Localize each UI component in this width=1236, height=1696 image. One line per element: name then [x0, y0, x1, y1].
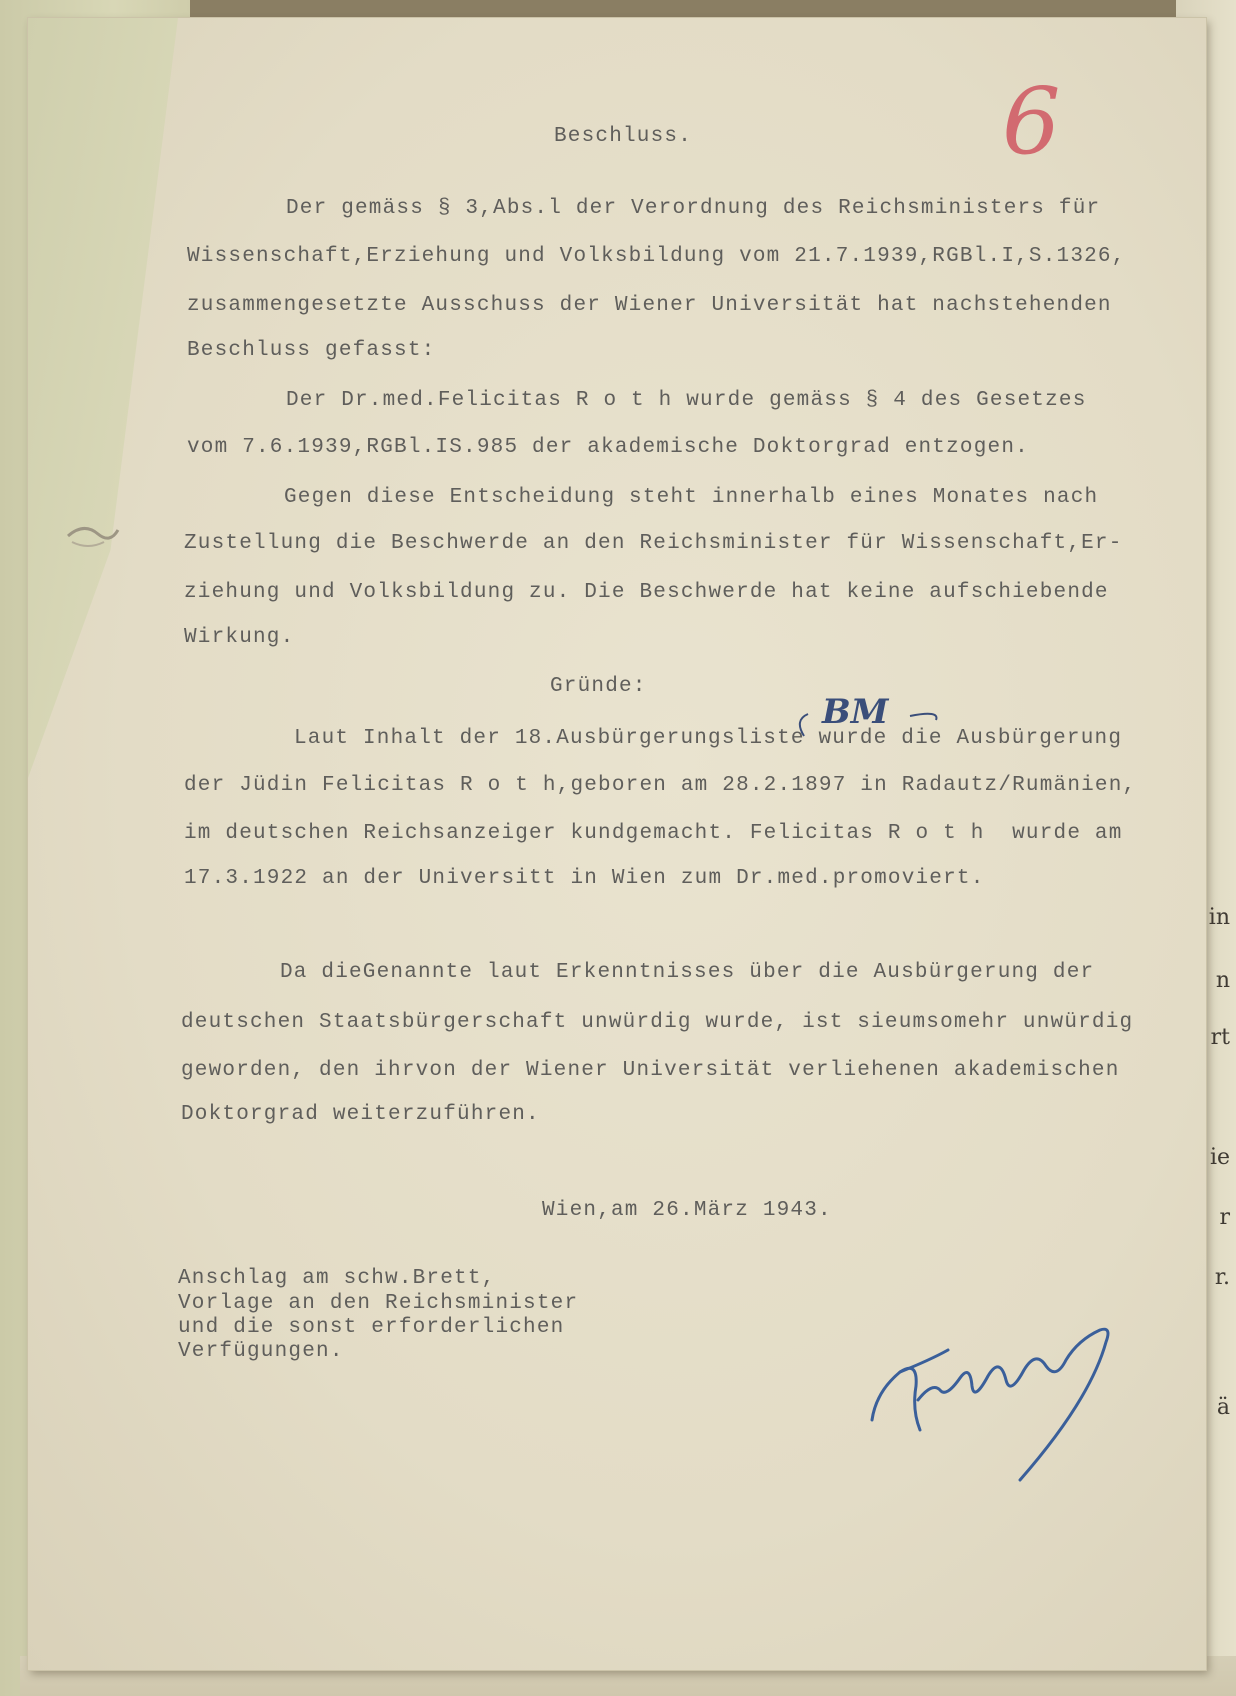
text-line: Der Dr.med.Felicitas R o t h wurde gemäss § 4 des Gesetzes — [286, 389, 1087, 412]
text-line: Gegen diese Entscheidung steht innerhalb eines Monates nach — [284, 486, 1099, 509]
document-title: Beschluss. — [554, 125, 693, 148]
place-date: Wien,am 26.März 1943. — [542, 1199, 832, 1222]
text-line: deutschen Staatsbürgerschaft unwürdig wurde, ist sieumsomehr unwürdig — [181, 1011, 1134, 1034]
text-line: Wirkung. — [184, 626, 295, 649]
section-heading: Gründe: — [550, 675, 647, 698]
text-line: Zustellung die Beschwerde an den Reichsminister für Wissenschaft,Er- — [184, 532, 1123, 555]
handwritten-annotation: BM — [822, 692, 889, 732]
page-number-mark: 6 — [1002, 68, 1061, 175]
text-line: der Jüdin Felicitas R o t h,geboren am 28.2.1897 in Radautz/Rumänien, — [184, 774, 1137, 797]
text-line: geworden, den ihrvon der Wiener Universität verliehenen akademischen — [181, 1059, 1120, 1082]
text-line: Beschluss gefasst: — [187, 339, 436, 362]
underlying-text-fragment: ä — [1216, 1395, 1230, 1420]
text-line: vom 7.6.1939,RGBl.IS.985 der akademische Doktorgrad entzogen. — [187, 436, 1029, 459]
text-line: Doktorgrad weiterzuführen. — [181, 1103, 540, 1126]
underlying-text-fragment: ie — [1209, 1145, 1230, 1170]
footer-line: Verfügungen. — [178, 1340, 344, 1363]
text-line: ziehung und Volksbildung zu. Die Beschwerde hat keine aufschiebende — [184, 581, 1109, 604]
footer-line: Anschlag am schw.Brett, — [178, 1267, 496, 1290]
underlying-text-fragment: r — [1219, 1205, 1230, 1230]
text-line: zusammengesetzte Ausschuss der Wiener Universität hat nachstehenden — [187, 294, 1112, 317]
signature — [860, 1290, 1150, 1490]
text-line: Der gemäss § 3,Abs.l der Verordnung des Reichsministers für — [286, 197, 1101, 220]
underlying-text-fragment: in — [1208, 905, 1230, 930]
underlying-text-fragment: rt — [1210, 1025, 1230, 1050]
staple-hole-icon — [64, 516, 122, 556]
text-line: Wissenschaft,Erziehung und Volksbildung vom 21.7.1939,RGBl.I,S.1326, — [187, 245, 1126, 268]
text-line: 17.3.1922 an der Universitt in Wien zum Dr.med.promoviert. — [184, 867, 985, 890]
text-line: im deutschen Reichsanzeiger kundgemacht. Felicitas R o t h wurde am — [184, 822, 1123, 845]
footer-line: und die sonst erforderlichen — [178, 1316, 565, 1339]
text-line: Laut Inhalt der 18.Ausbürgerungsliste wurde die Ausbürgerung — [294, 727, 1123, 750]
underlying-text-fragment: r. — [1214, 1265, 1230, 1290]
underlying-text-fragment: n — [1215, 968, 1230, 993]
text-line: Da dieGenannte laut Erkenntnisses über die Ausbürgerung der — [280, 961, 1095, 984]
footer-line: Vorlage an den Reichsminister — [178, 1292, 579, 1315]
